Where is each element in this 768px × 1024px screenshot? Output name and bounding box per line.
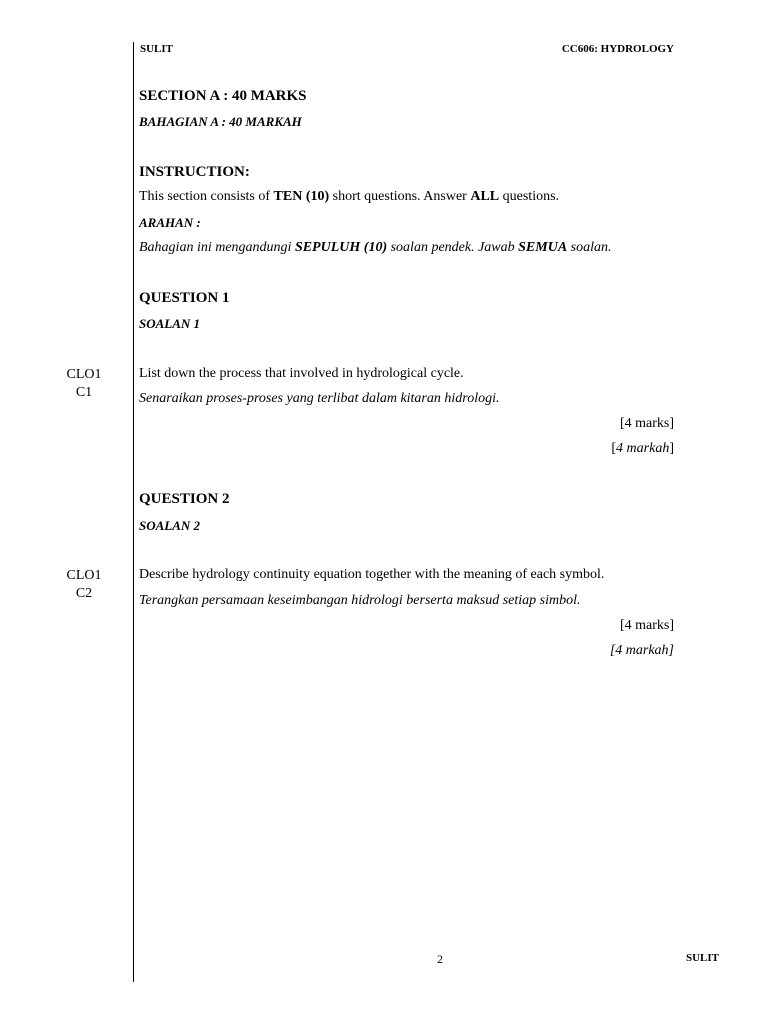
question-1-text-malay: Senaraikan proses-proses yang terlibat dalam kitaran hidrologi.	[139, 391, 500, 406]
header-right: CC606: HYDROLOGY	[561, 43, 674, 55]
question-1-marks: [4 marks]	[619, 416, 674, 431]
question-2-title-malay: SOALAN 2	[139, 518, 201, 533]
section-title-malay: BAHAGIAN A : 40 MARKAH	[139, 114, 302, 129]
section-title: SECTION A : 40 MARKS	[139, 88, 307, 104]
question-2-text-malay: Terangkan persamaan keseimbangan hidrologi berserta maksud setiap simbol.	[139, 593, 581, 608]
instruction-text-malay: Bahagian ini mengandungi SEPULUH (10) soalan pendek. Jawab SEMUA soalan.	[139, 240, 612, 255]
question-1-title-malay: SOALAN 1	[139, 316, 201, 331]
margin-rule	[133, 42, 134, 982]
question-2-title: QUESTION 2	[139, 491, 230, 507]
question-2-clo: CLO1 C2	[66, 568, 102, 601]
question-1-title: QUESTION 1	[139, 290, 230, 306]
instruction-title: INSTRUCTION:	[139, 164, 250, 180]
question-2-marks: [4 marks]	[619, 618, 674, 633]
question-2-text: Describe hydrology continuity equation together with the meaning of each symbol.	[139, 567, 605, 582]
question-2-marks-malay: [4 markah]	[609, 643, 674, 658]
page-number: 2	[437, 952, 443, 966]
header-left: SULIT	[140, 43, 174, 55]
instruction-title-malay: ARAHAN :	[139, 215, 201, 230]
question-1-text: List down the process that involved in hydrological cycle.	[139, 366, 464, 381]
footer-right: SULIT	[685, 952, 719, 964]
instruction-text: This section consists of TEN (10) short questions. Answer ALL questions.	[139, 189, 560, 204]
question-1-marks-malay: [4 markah]	[611, 441, 674, 456]
question-1-clo: CLO1 C1	[66, 367, 102, 400]
